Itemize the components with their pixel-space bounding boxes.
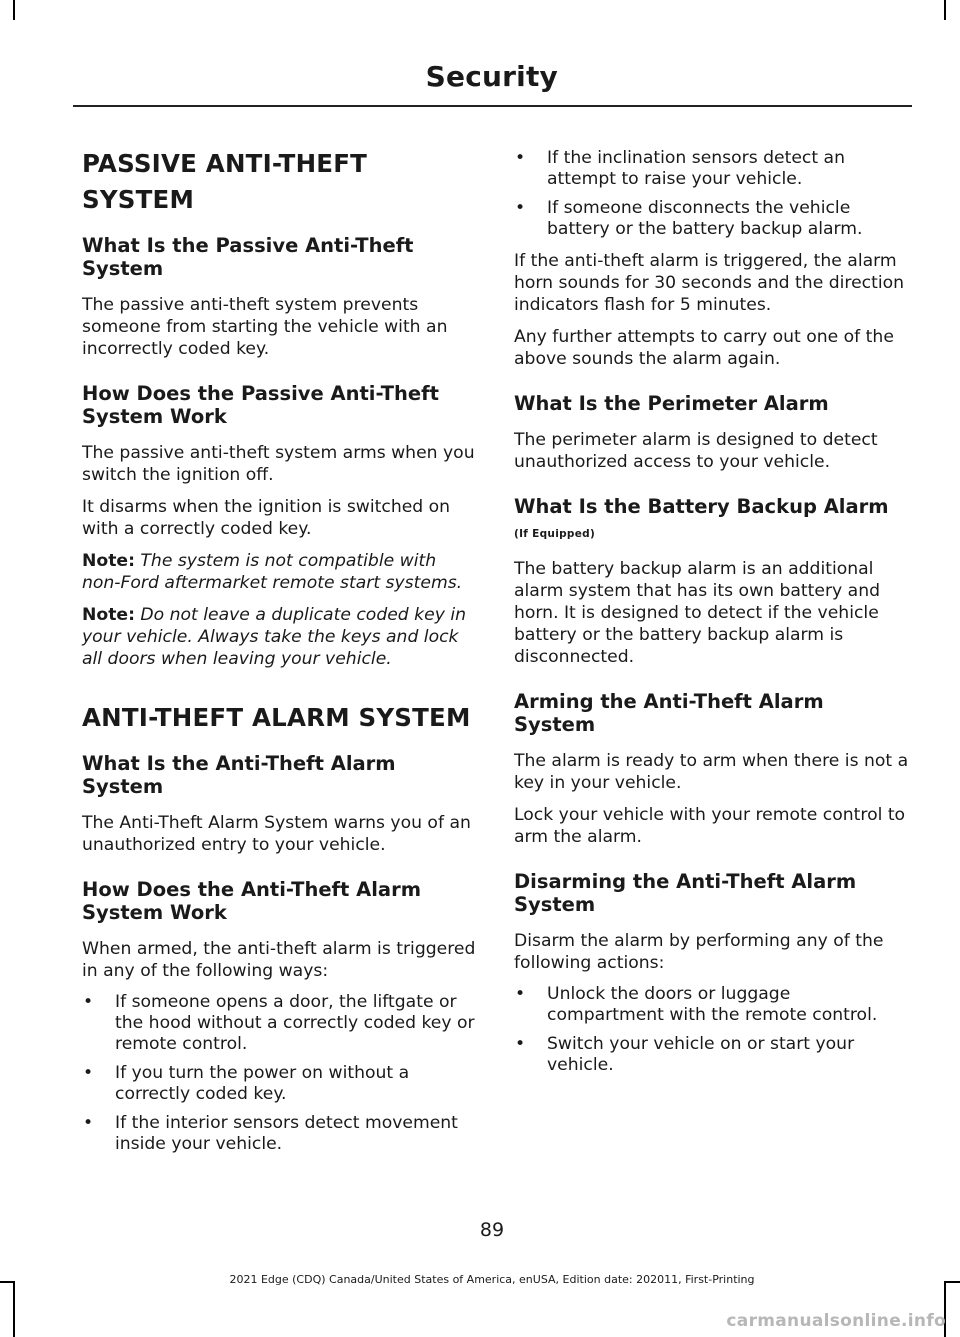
heading-how-alarm-works: How Does the Anti-Theft Alarm System Work [82,878,422,924]
heading-line-2: SYSTEM [82,185,195,214]
trigger-list [82,992,477,1155]
left-column [82,146,477,1165]
heading-line-1: PASSIVE ANTI-THEFT [82,149,368,178]
heading-battery-backup-alarm: What Is the Battery Backup Alarm [514,495,889,518]
bullet-icon: • [515,1034,526,1054]
trigger-list-continued [514,148,909,240]
note-duplicate-key [82,604,477,670]
paragraph-perimeter: The perimeter alarm is designed to detect unauthorized access to your vehicle. [514,430,878,472]
heading-anti-theft-alarm-system: ANTI-THEFT ALARM SYSTEM [82,703,471,732]
heading-perimeter-alarm: What Is the Perimeter Alarm [514,392,829,415]
list-item-text: If the interior sensors detect movement inside your vehicle. [115,1113,458,1154]
paragraph-passive-prevents: The passive anti-theft system prevents someone from starting the vehicle with an incorrectly coded key. [82,295,448,359]
section-title: Security [425,60,558,93]
crop-mark-bottom-left-vertical [13,1281,15,1337]
header-rule [73,105,912,107]
bullet-icon: • [83,1113,94,1133]
list-item-text: Unlock the doors or luggage compartment with the remote control. [547,984,878,1025]
paragraph-when-armed: When armed, the anti-theft alarm is triggered in any of the following ways: [82,939,476,981]
list-item-text: If the inclination sensors detect an attempt to raise your vehicle. [547,148,845,189]
list-item-text: If someone opens a door, the liftgate or the hood without a correctly coded key or remote control. [115,992,475,1054]
note-aftermarket [82,550,477,594]
note-text: Do not leave a duplicate coded key in your vehicle. Always take the keys and lock all doors when leaving your vehicle. [82,605,467,669]
paragraph-warns: The Anti-Theft Alarm System warns you of an unauthorized entry to your vehicle. [82,813,471,855]
heading-arming: Arming the Anti-Theft Alarm System [514,690,824,736]
bullet-icon: • [83,1063,94,1083]
list-item [82,1063,477,1105]
note-text: The system is not compatible with non-Ford aftermarket remote start systems. [82,551,463,593]
list-item [514,1034,909,1076]
disarm-actions-list [514,984,909,1076]
page-number: 89 [479,1219,505,1241]
paragraph-lock-to-arm: Lock your vehicle with your remote control to arm the alarm. [514,805,906,847]
bullet-icon: • [515,984,526,1004]
note-label: Note: [82,551,135,571]
crop-mark-top-right-vertical [944,0,946,20]
heading-what-is-passive: What Is the Passive Anti-Theft System [82,234,414,280]
heading-how-passive-works: How Does the Passive Anti-Theft System Work [82,382,439,428]
paragraph-ready-to-arm: The alarm is ready to arm when there is not a key in your vehicle. [514,751,909,793]
list-item [514,984,909,1026]
paragraph-battery-backup: The battery backup alarm is an additional alarm system that has its own battery and horn. It is designed to detect if the vehicle battery or the battery backup alarm is disconnected. [514,559,881,667]
bullet-icon: • [515,198,526,218]
list-item [514,148,909,190]
paragraph-further-attempts: Any further attempts to carry out one of the above sounds the alarm again. [514,327,894,369]
crop-mark-top-left-vertical [13,0,15,20]
list-item-text: If you turn the power on without a correctly coded key. [115,1063,410,1104]
paragraph-arms: The passive anti-theft system arms when you switch the ignition off. [82,443,475,485]
list-item [82,1113,477,1155]
list-item-text: If someone disconnects the vehicle battery or the battery backup alarm. [547,198,863,239]
list-item [514,198,909,240]
note-label: Note: [82,605,135,625]
bullet-icon: • [515,148,526,168]
edition-footer: 2021 Edge (CDQ) Canada/United States of America, enUSA, Edition date: 202011, First-Printing [229,1273,755,1286]
right-column [514,148,909,1086]
heading-passive-anti-theft-system [82,146,477,218]
list-item-text: Switch your vehicle on or start your vehicle. [547,1034,855,1075]
paragraph-disarms: It disarms when the ignition is switched on with a correctly coded key. [82,497,451,539]
heading-what-is-alarm: What Is the Anti-Theft Alarm System [82,752,396,798]
if-equipped-label: (If Equipped) [514,528,596,540]
paragraph-triggered: If the anti-theft alarm is triggered, the alarm horn sounds for 30 seconds and the direction indicators flash for 5 minutes. [514,251,905,315]
heading-disarming: Disarming the Anti-Theft Alarm System [514,870,857,916]
paragraph-disarm-by: Disarm the alarm by performing any of the following actions: [514,931,884,973]
watermark: carmanualsonline.info [726,1311,946,1331]
list-item [82,992,477,1055]
bullet-icon: • [83,992,94,1012]
